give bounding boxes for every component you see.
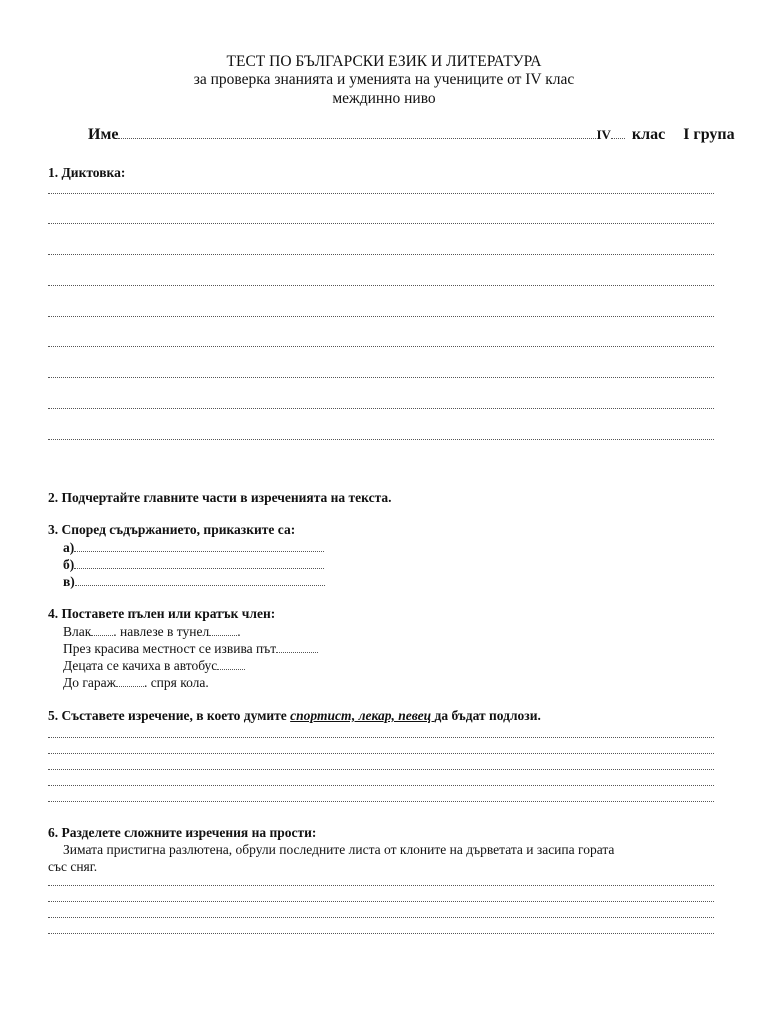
sentence-text: . <box>237 624 241 639</box>
article-blank[interactable] <box>91 634 113 636</box>
task4-sentence <box>63 641 318 657</box>
answer-line[interactable] <box>48 884 714 886</box>
option-label: в) <box>63 574 75 589</box>
dictation-line[interactable] <box>48 192 714 194</box>
dictation-line[interactable] <box>48 284 714 286</box>
task3-option-a <box>63 540 324 556</box>
name-row <box>88 126 735 144</box>
dictation-line[interactable] <box>48 315 714 317</box>
task3-heading: 3. Според съдържанието, приказките са: <box>48 522 296 537</box>
sentence-text: . спря кола. <box>143 675 209 690</box>
answer-line[interactable] <box>48 784 714 786</box>
sentence-text: . навлезе в тунел <box>113 624 210 639</box>
task5-text: да бъдат подлози. <box>434 708 541 723</box>
option-label: б) <box>63 557 75 572</box>
task5-text: 5. Съставете изречение, в което думите <box>48 708 291 723</box>
task4-sentence <box>63 624 241 640</box>
name-field[interactable] <box>118 137 596 139</box>
dictation-line[interactable] <box>48 407 714 409</box>
task6-text: със сняг. <box>48 859 98 874</box>
sentence-text: Влак <box>63 624 92 639</box>
sentence-text: До гараж <box>63 675 116 690</box>
article-blank[interactable] <box>217 668 245 670</box>
task5-words: спортист, лекар, певец <box>290 708 435 723</box>
answer-line[interactable] <box>48 900 714 902</box>
task3-option-b <box>63 557 324 573</box>
dictation-line[interactable] <box>48 345 714 347</box>
task4-heading: 4. Поставете пълен или кратък член: <box>48 606 276 621</box>
article-blank[interactable] <box>209 634 237 636</box>
dictation-line[interactable] <box>48 376 714 378</box>
task2-heading: 2. Подчертайте главните части в изреченията на текста. <box>48 490 392 505</box>
sentence-text: През красива местност се извива път <box>63 641 277 656</box>
task3-option-c <box>63 574 325 590</box>
dictation-line[interactable] <box>48 253 714 255</box>
task4-sentence <box>63 675 209 691</box>
test-title: ТЕСТ ПО БЪЛГАРСКИ ЕЗИК И ЛИТЕРАТУРА <box>226 53 542 70</box>
class-label: клас <box>631 126 666 143</box>
answer-line[interactable] <box>48 932 714 934</box>
option-label: а) <box>63 540 75 555</box>
answer-line[interactable] <box>48 736 714 738</box>
class-value: IV <box>596 127 611 142</box>
task5-heading <box>48 708 541 724</box>
class-field[interactable] <box>611 137 625 139</box>
option-answer-field[interactable] <box>75 584 325 586</box>
task1-heading: 1. Диктовка: <box>48 165 126 180</box>
name-label: Име <box>88 126 119 143</box>
option-answer-field[interactable] <box>74 567 324 569</box>
article-blank[interactable] <box>276 651 318 653</box>
dictation-line[interactable] <box>48 222 714 224</box>
task6-heading: 6. Разделете сложните изречения на прости: <box>48 825 317 840</box>
answer-line[interactable] <box>48 752 714 754</box>
task6-text: Зимата пристигна разлютена, обрули последните листа от клоните на дърветата и засипа гората <box>63 842 615 857</box>
article-blank[interactable] <box>116 685 144 687</box>
test-subtitle: за проверка знанията и уменията на учениците от IV клас <box>193 71 575 88</box>
answer-line[interactable] <box>48 768 714 770</box>
answer-line[interactable] <box>48 800 714 802</box>
test-level: междинно ниво <box>332 90 436 107</box>
dictation-line[interactable] <box>48 438 714 440</box>
answer-line[interactable] <box>48 916 714 918</box>
sentence-text: Децата се качиха в автобус <box>63 658 218 673</box>
task4-sentence <box>63 658 245 674</box>
option-answer-field[interactable] <box>74 550 324 552</box>
group-label: I група <box>683 126 735 143</box>
